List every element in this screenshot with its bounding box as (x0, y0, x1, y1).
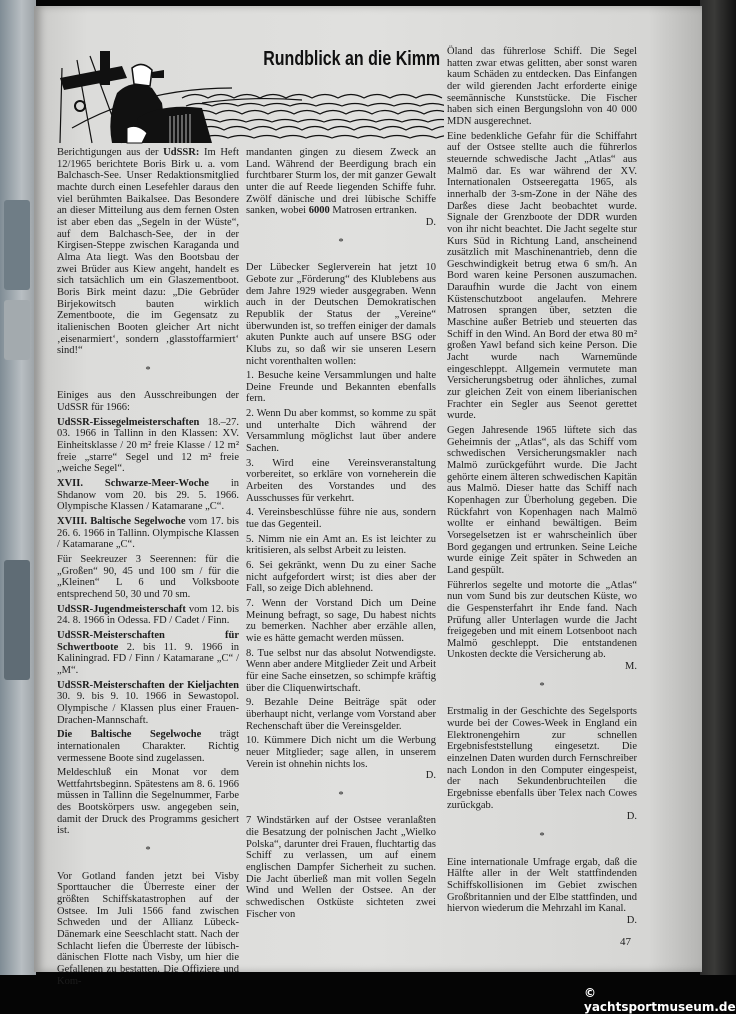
paragraph-text: 1. Besuche keine Versammlungen und halte Deine Freunde und Bekannten ebenfalls fern. (246, 370, 436, 405)
paragraph-text: Eine bedenkliche Gefahr für die Schiffahrt auf der Ostsee stellte auch die führerlos steuernde schwedische Jacht „Atlas“ aus Malmö dar. Es war während der XV. Internationalen Ostseeregatta 1965, als innerhalb der 3-sm-Zone in der Nähe des Darßes diese Jacht beobachtet wurde. Signale der Grenzboote der DDR wurden von ihr nicht beachtet. Die Jacht segelte stur Kurs Süd in Richtung Land, anscheinend zusätzlich mit Maschinenantrieb, denn die Geschwindigkeit betrug etwa 6 sm/h. An Bord waren keine Personen auszumachen. Daraufhin wurde die Jacht von einem Küstenschutzboot angelaufen. Mehrere Matrosen sprangen über, setzten die Maschine außer Betrieb und steuerten das Schiff in den Wind. An Bord der etwa 80 m² großen Yawl befand sich keine Person. Die Jacht wurde nach Warnemünde eingeschleppt. Allgemein vermutete man Versicherungsbetrug oder ähnliches, zumal zur gleichen Zeit von einem liberianischen Frachter ein Segler aus Seenot gerettet wurde. (447, 130, 637, 422)
paragraph-text: Der Lübecker Seglerverein hat jetzt 10 Gebote zur „Förderung“ des Klublebens aus dem Jahre 1929 wieder ausgegraben. Wenn auch in der Deutschen Demokratischen Republik der Status der „Vereine“ überwunden ist, so treffen einiger der damals akuten Punkte auch auf unsere BSG oder Klubs zu, so daß wir sie unseren Lesern nicht vorenthalten wollen: (246, 262, 436, 367)
author-signature: M. (625, 661, 637, 673)
paragraph-text: mandanten gingen zu diesem Zweck an Land. Während der Beerdigung brach ein furchtbarer Sturm los, der mit ganzer Gewalt unter die auf Reede liegenden Schiffe fuhr. Zwölf dänische und drei lübische Schiffe sanken, wobei (246, 147, 436, 217)
paragraph-text: Für Seekreuzer 3 Seerennen: für die „Großen“ 90, 45 und 100 sm / für die „Kleinen“ L 6 und Volksboote entsprechend 50, 30 und 70 sm. (57, 554, 239, 600)
article-paragraph (57, 516, 239, 551)
paragraph-text: trägt internationalen Charakter. Richtig vermessene Boote sind zugelassen. (57, 729, 240, 764)
paragraph-text: Meldeschluß ein Monat vor dem Wettfahrtsbeginn. Spätestens am 8. 6. 1966 müssen in Tallinn die Segelnummer, Farbe des Bootskörpers usw. angegeben sein, damit der Druck des Programms gesichert ist. (57, 767, 239, 837)
paragraph-text: 7. Wenn der Vorstand Dich um Deine Meinung befragt, so sage, Du habest nichts zu bemerken. Nachher aber erzähle allen, wie es hätte gemacht werden müssen. (246, 597, 436, 644)
author-signature: D. (425, 216, 436, 228)
bold-heading: UdSSR-Eissegelmeisterschaften (57, 416, 200, 428)
paragraph-text: vom 12. bis 24. 8. 1966 in Odessa. FD / Cadet / Finn. (57, 603, 239, 627)
bold-heading: UdSSR-Meisterschaften für Schwertboote (57, 629, 239, 653)
section-separator: * (145, 845, 151, 857)
bold-heading: UdSSR-Jugendmeisterschaft (57, 603, 186, 615)
bold-heading: 6000 (308, 205, 330, 217)
article-paragraph (246, 560, 436, 595)
paragraph-text: Einiges aus den Ausschreibungen der UdSSR für 1966: (57, 390, 239, 414)
paragraph-text: 9. Bezahle Deine Beiträge spät oder überhaupt nicht, verlange vom Vorstand aber Rechenschaft über die Vereinsgelder. (246, 697, 436, 732)
page-number: 47 (620, 936, 631, 948)
article-paragraph (246, 408, 436, 455)
wave-line (198, 127, 444, 131)
page-title-area (240, 48, 440, 76)
author-signature: D. (425, 770, 436, 782)
wave-line (190, 111, 444, 115)
section-separator: * (539, 680, 545, 692)
section-separator: * (145, 364, 151, 376)
article-paragraph (57, 478, 239, 513)
article-paragraph (447, 46, 637, 128)
paragraph-text: Gegen Jahresende 1965 lüftete sich das Geheimnis der „Atlas“, als das Schiff vom schwedischen Versicherungsmakler nach Malmö zurückgeführt wurde. Die Jacht gehörte einem älteren schwedischen Kapitän aus Malmö. Dieser hatte das Schiff nach Kopenhagen zur Überholung gegeben. Die Rückfahrt von Kopenhagen nach Malmö wollte er einhand bewältigen. Beim Vorsegelsetzen ist er wahrscheinlich über Bord gegangen und ertrunken. Seine Leiche wurde einige Zeit später in Schweden an Land gespült. (447, 425, 637, 576)
wave-line (202, 136, 444, 139)
author-signature: D. (626, 811, 637, 823)
wave-line (194, 120, 444, 123)
article-paragraph (57, 390, 239, 413)
article-paragraph (57, 147, 239, 357)
paragraph-text: 18.–27. 03. 1966 in Tallinn in den Klassen: XV. Einheitsklasse / 20 m² freie Klasse / 12 m² freie „starre“ Segel und 12 m² freie „weiche Segel“. (57, 416, 239, 475)
paragraph-text: 2. bis 11. 9. 1966 in Kaliningrad. FD / Finn / Katamarane „C“ / „M“. (57, 641, 239, 676)
article-paragraph (246, 697, 436, 732)
paragraph-text: Vor Gotland fanden jetzt bei Visby Sporttaucher die Überreste einer der größten Schiffskatastrophen auf der Ostsee. Im Juli 1566 fand zwischen Schweden und der Allianz Lübeck-Dänemark eine Seeschlacht statt. Nach der Schlacht liefen die Überreste der lübisch-dänischen Flotte nach Visby, um hier die Gefallenen zu bestatten. Die Offiziere und Kom- (57, 870, 239, 987)
article-paragraph (246, 534, 436, 557)
article-paragraph (57, 729, 239, 764)
text-column-left (57, 147, 239, 990)
paragraph-text: 8. Tue selbst nur das absolut Notwendigste. Wenn aber andere Mitglieder Zeit und Arbeit für eine Sache einsetzen, so schimpfe kräftig über die Cliquenwirtschaft. (246, 647, 436, 694)
page-title: Rundblick an die Kimm (263, 48, 440, 70)
article-paragraph (246, 262, 436, 367)
wave-line (186, 104, 444, 107)
paragraph-text: Öland das führerlose Schiff. Die Segel hatten zwar etwas gelitten, aber sonst waren kaum Schäden zu entdecken. Das Einfangen der wild gierenden Jacht erforderte einige seemännische Kunststücke. Die Fischer haben sich einen Bergungslohn von 40 000 MDN ausgerechnet. (447, 46, 637, 127)
article-paragraph (57, 417, 239, 475)
paragraph-text: 6. Sei gekränkt, wenn Du zu einer Sache nicht aufgefordert wirst; ist dies aber der Fall, so zeige Dich ablehnend. (246, 560, 436, 595)
article-paragraph (447, 580, 637, 673)
section-separator: * (539, 831, 545, 842)
bold-heading: UdSSR-Meisterschaften der Kieljachten (57, 679, 239, 691)
article-paragraph (57, 604, 239, 627)
article-paragraph (246, 648, 436, 695)
article-paragraph (246, 147, 436, 229)
article-paragraph (447, 425, 637, 577)
bold-heading: XVIII. Baltische Segelwoche (57, 516, 186, 528)
paragraph-text: in Shdanow vom 20. bis 29. 5. 1966. Olympische Klassen / Katamarane „C“. (57, 478, 239, 513)
bold-heading: XVII. Schwarze-Meer-Woche (57, 478, 209, 490)
article-paragraph (246, 815, 436, 920)
paragraph-text: Eine internationale Umfrage ergab, daß die Hälfte aller in der Welt stattfindenden Schiffskollisionen im Gebiet zwischen Großbritannien und der Elbe stattfinden, und hiervon wiederum die Mehrzahl im Kanal. (447, 856, 637, 915)
paragraph-text: 10. Kümmere Dich nicht um die Werbung neuer Mitglieder; sage allen, in unserem Verein ist ohnehin nichts los. (246, 735, 436, 770)
article-paragraph (57, 554, 239, 601)
text-column-middle (246, 147, 436, 923)
paragraph-text: Im Heft 12/1965 berichtete Boris Birk u. a. vom Balchasch-See. Unser Redaktionsmitglied machte durch einen Lesefehler daraus den viel berühmten Baikalsee. Das Besondere an dieser Mitteilung aus dem fernen Osten ist aber eben das „Segeln in der Wüste“, auf dem Balchasch-See, der in der Kirgisen-Steppe zwischen Karaganda und Alma Ata liegt. Was den Bootsbau der zwei Brüder aus Kiew angeht, handelt es sich tatsächlich um ein Glaszementboot. Boris Birk meint dazu: „Die Gebrüder Birjekowitsch bauten wirklich Zementboote, die im Gegensatz zu italienischen Booten gleicher Art nicht ‚eisenarmiert‘, sondern ‚glasstoffarmiert‘ sind!“ (57, 147, 240, 357)
article-paragraph (57, 767, 239, 837)
paragraph-text: Erstmalig in der Geschichte des Segelsports wurde bei der Cowes-Week in England ein Elektronengehirn zur schnellen Ergebnisfeststellung eingesetzt. Die einzelnen Daten wurden durch Fernschreiber nach London in den Computer eingespeist, der nach Sekundenbruchteilen die Ergebnisse ebenfalls über Telex nach Cowes zurückgab. (447, 706, 637, 811)
wave-line (182, 95, 442, 99)
paragraph-text: 2. Wenn Du aber kommst, so komme zu spät und unterhalte Dich während der Versammlung möglichst laut über andere Sachen. (246, 408, 436, 455)
watermark: © yachtsportmuseum.de (584, 986, 736, 1014)
paragraph-text: 3. Wird eine Vereinsveranstaltung vorbereitet, so erkläre von vorneherein die Arbeiten des Vorstandes und des Ausschusses für verkehrt. (246, 457, 436, 504)
section-separator: * (338, 789, 344, 801)
article-paragraph (246, 458, 436, 505)
section-separator: * (338, 236, 344, 248)
paragraph-text: Führerlos segelte und motorte die „Atlas“ nun vom Sund bis zur deutschen Küste, wo die Gespensterfahrt ihr Ende fand. Nach Prüfung aller Unterlagen wurde die Jacht freigegeben und mit einem Lotsenboot nach Malmö geschleppt. Die entstandenen Unkosten deckte die Versicherung ab. (447, 579, 637, 661)
article-paragraph (447, 857, 637, 927)
previous-page-edge (0, 0, 36, 975)
paragraph-text: vom 17. bis 26. 6. 1966 in Tallinn. Olympische Klassen / Katamarane „C“. (57, 516, 240, 551)
bold-heading: UdSSR: (163, 147, 200, 158)
bold-heading: Die Baltische Segelwoche (57, 729, 202, 741)
paragraph-text: Matrosen ertranken. (329, 205, 417, 217)
book-binding (700, 0, 736, 975)
article-paragraph (246, 507, 436, 530)
article-paragraph (57, 871, 239, 988)
text-column-right (447, 46, 637, 930)
article-paragraph (447, 131, 637, 422)
article-paragraph (246, 370, 436, 405)
author-signature: D. (626, 914, 637, 926)
paragraph-text: Berichtigungen aus der (57, 147, 164, 158)
article-paragraph (57, 630, 239, 677)
article-paragraph (246, 735, 436, 782)
paragraph-text: 7 Windstärken auf der Ostsee veranlaßten die Besatzung der polnischen Jacht „Wielko Polska“, darunter drei Frauen, fluchtartig das Schiff zu verlassen, um auf einem englischen Dampfer Sicherheit zu suchen. Die Jacht überließ man mit vollen Segeln Wind und Wellen der Ostsee. An der schwedischen Ostküste sichteten zwei Fischer von (246, 815, 436, 920)
article-paragraph (246, 598, 436, 645)
paragraph-text: 30. 9. bis 9. 10. 1966 in Sewastopol. Olympische / Klassen plus einer Frauen-Drachen-Mannschaft. (57, 691, 239, 726)
article-paragraph (57, 680, 239, 727)
paragraph-text: 4. Vereinsbeschlüsse führe nie aus, sondern tue das Gegenteil. (246, 507, 436, 531)
article-paragraph (447, 706, 637, 823)
paragraph-text: 5. Nimm nie ein Amt an. Es ist leichter zu kritisieren, als selbst Arbeit zu leisten. (246, 533, 436, 557)
